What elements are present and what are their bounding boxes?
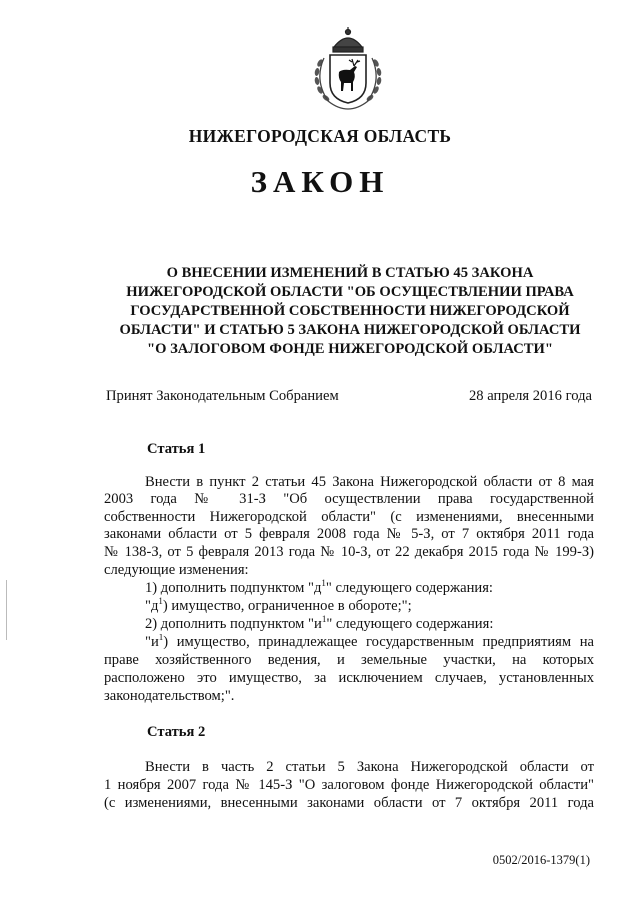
text-line: № 138-З, от 5 февраля 2013 года № 10-З, от 22 декабря 2015 года № 199-З) xyxy=(104,544,594,560)
text: 2) дополнить подпунктом "и xyxy=(145,616,322,632)
text-line: праве хозяйственного ведения, и земельные участки, на которых xyxy=(104,652,594,668)
text-line: расположено это имущество, за исключением случаев, установленных xyxy=(104,670,594,686)
quoted-text xyxy=(145,598,412,615)
text-line: законами области от 5 февраля 2008 года № 5-З, от 7 октября 2011 года xyxy=(104,526,594,542)
text: " следующего содержания: xyxy=(325,580,493,596)
superscript: 1 xyxy=(321,614,327,625)
text-line: законодательством;". xyxy=(104,688,235,704)
text-line: 2003 года № 31-З "Об осуществлении права государственной xyxy=(104,491,594,507)
list-item xyxy=(145,616,493,633)
region-title: НИЖЕГОРОДСКАЯ ОБЛАСТЬ xyxy=(188,126,452,146)
law-title-line: ОБЛАСТИ" И СТАТЬЮ 5 ЗАКОНА НИЖЕГОРОДСКОЙ ОБЛАСТИ xyxy=(119,322,581,338)
article-2-heading: Статья 2 xyxy=(147,724,206,740)
adoption-body: Принят Законодательным Собранием xyxy=(106,388,339,404)
law-title xyxy=(104,264,596,359)
text-line: 1 ноября 2007 года № 145-З "О залоговом фонде Нижегородской области" xyxy=(104,777,594,793)
document-code: 0502/2016-1379(1) xyxy=(492,853,590,867)
text-line: Внести в часть 2 статьи 5 Закона Нижегородской области от xyxy=(145,759,594,775)
list-item xyxy=(145,580,493,597)
scan-edge-divider xyxy=(6,580,7,640)
law-title-line: ГОСУДАРСТВЕННОЙ СОБСТВЕННОСТИ НИЖЕГОРОДСКОЙ xyxy=(130,303,570,319)
coat-of-arms-icon xyxy=(306,25,390,111)
text: ) имущество, ограниченное в обороте;"; xyxy=(162,598,412,614)
superscript: 1 xyxy=(158,634,164,643)
text: 1) дополнить подпунктом "д xyxy=(145,580,322,596)
superscript: 1 xyxy=(321,578,326,589)
law-title-line: НИЖЕГОРОДСКОЙ ОБЛАСТИ "ОБ ОСУЩЕСТВЛЕНИИ ПРАВА xyxy=(126,284,574,300)
quoted-text xyxy=(145,634,594,651)
text: "д xyxy=(145,598,159,614)
article-1-heading: Статья 1 xyxy=(147,441,206,457)
text-line: (с изменениями, внесенными законами области от 7 октября 2011 года xyxy=(104,795,594,811)
text-line: Внести в пункт 2 статьи 45 Закона Нижегородской области от 8 мая xyxy=(145,474,594,490)
law-title-line: "О ЗАЛОГОВОМ ФОНДЕ НИЖЕГОРОДСКОЙ ОБЛАСТИ" xyxy=(147,341,553,357)
adoption-date: 28 апреля 2016 года xyxy=(469,388,592,404)
text: ) имущество, принадлежащее государственным предприятиям на xyxy=(163,634,594,650)
document-type-title: ЗАКОН xyxy=(250,164,390,199)
law-title-line: О ВНЕСЕНИИ ИЗМЕНЕНИЙ В СТАТЬЮ 45 ЗАКОНА xyxy=(166,265,534,281)
text: "и xyxy=(145,634,159,650)
superscript: 1 xyxy=(158,596,163,607)
text-line: следующие изменения: xyxy=(104,562,249,578)
text: " следующего содержания: xyxy=(326,616,494,632)
text-line: собственности Нижегородской области" (с изменениями, внесенными xyxy=(104,509,594,525)
